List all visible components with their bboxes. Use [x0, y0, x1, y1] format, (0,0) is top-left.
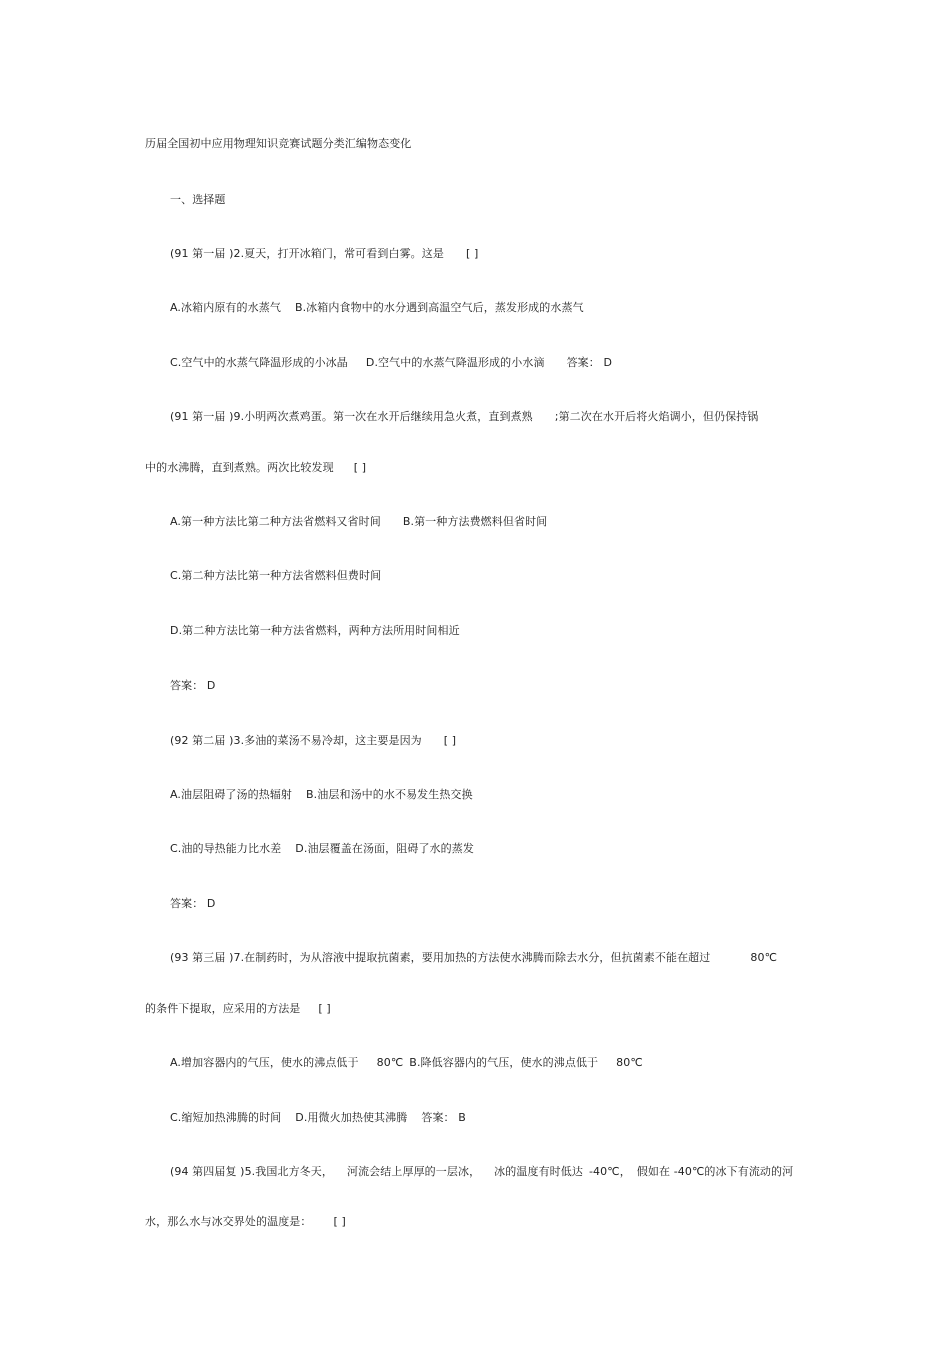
question-1-options-cd	[170, 355, 612, 371]
temperature-value: 80℃	[376, 1056, 404, 1069]
option-b: B.第一种方法费燃料但省时间	[402, 515, 548, 528]
answer-text: 答案： D	[170, 679, 216, 692]
option-d: D.用微火加热使其沸腾	[295, 1111, 408, 1124]
answer-bracket: [ ]	[443, 734, 457, 747]
question-5-text-end: 水，那么水与冰交界处的温度是：	[145, 1215, 312, 1228]
question-3-text: (92 第二届 )3.多油的菜汤不易冷却，这主要是因为	[170, 734, 422, 747]
answer-bracket: [ ]	[353, 461, 367, 474]
option-d: D.油层覆盖在汤面，阻碍了水的蒸发	[295, 842, 474, 855]
question-3	[170, 733, 456, 749]
answer-text: 答案： B	[421, 1111, 466, 1124]
document-title	[145, 136, 411, 152]
question-4-line-2	[145, 1001, 331, 1017]
answer-bracket: [ ]	[318, 1002, 331, 1015]
question-2-option-d	[170, 623, 460, 639]
question-5-text-cont: 冰的温度有时低达	[494, 1165, 583, 1178]
question-2-option-c	[170, 568, 381, 584]
question-1-text: (91 第一届 )2.夏天，打开冰箱门，常可看到白雾。这是	[170, 247, 444, 260]
option-a: A.第一种方法比第二种方法省燃料又省时间	[170, 515, 381, 528]
option-c: C.缩短加热沸腾的时间	[170, 1111, 282, 1124]
option-d: D.空气中的水蒸气降温形成的小水滴	[365, 356, 545, 369]
option-b: B.油层和汤中的水不易发生热交换	[306, 788, 473, 801]
temperature-value: -40℃，	[588, 1165, 631, 1178]
question-3-options-ab	[170, 787, 473, 803]
temperature-value: 80℃	[616, 1056, 643, 1069]
question-2-line-1	[170, 409, 758, 425]
option-c: C.第二种方法比第一种方法省燃料但费时间	[170, 569, 382, 582]
option-c: C.空气中的水蒸气降温形成的小冰晶	[170, 356, 348, 369]
answer-text: 答案： D	[566, 356, 613, 369]
question-4-options-cd	[170, 1110, 466, 1126]
option-a: A.冰箱内原有的水蒸气	[170, 301, 281, 314]
question-4-text-end: 的条件下提取，应采用的方法是	[145, 1002, 301, 1015]
answer-bracket: [ ]	[465, 247, 479, 260]
option-b: B.冰箱内食物中的水分遇到高温空气后，蒸发形成的水蒸气	[294, 301, 584, 314]
option-d: D.第二种方法比第一种方法省燃料，两种方法所用时间相近	[170, 624, 460, 637]
title-text: 历届全国初中应用物理知识竞赛试题分类汇编物态变化	[145, 137, 412, 150]
section-text: 一、选择题	[170, 193, 226, 206]
option-a: A.增加容器内的气压，使水的沸点低于	[170, 1056, 359, 1069]
question-5-line-1	[170, 1164, 793, 1180]
question-1	[170, 246, 478, 262]
question-4-text: (93 第三届 )7.在制药时，为从溶液中提取抗菌素，要用加热的方法使水沸腾而除去水分，但抗菌素不能在超过	[170, 951, 711, 964]
question-2-text-cont: ;第二次在水开后将火焰调小，但仍保持锅	[554, 410, 759, 423]
question-5-text-cont: 河流会结上厚厚的一层冰，	[346, 1165, 481, 1178]
question-5-line-2	[145, 1214, 346, 1230]
question-2-answer	[170, 678, 215, 694]
question-3-options-cd	[170, 841, 474, 857]
question-2-line-2	[145, 460, 366, 476]
temperature-value: 80℃	[750, 951, 778, 964]
question-1-options-ab	[170, 300, 584, 316]
answer-bracket: [ ]	[333, 1215, 346, 1228]
question-5-text: (94 第四届复 )5.我国北方冬天，	[170, 1165, 333, 1178]
section-heading	[170, 192, 226, 208]
question-3-answer	[170, 896, 215, 912]
question-4-line-1	[170, 950, 777, 966]
option-a: A.油层阻碍了汤的热辐射	[170, 788, 293, 801]
option-b: B.降低容器内的气压，使水的沸点低于	[409, 1056, 599, 1069]
question-2-text: (91 第一届 )9.小明两次煮鸡蛋。第一次在水开后继续用急火煮，直到煮熟	[170, 410, 533, 423]
option-c: C.油的导热能力比水差	[170, 842, 282, 855]
question-5-text-cont: 假如在 -40℃的冰下有流动的河	[636, 1165, 794, 1178]
question-2-text-end: 中的水沸腾，直到煮熟。两次比较发现	[145, 461, 334, 474]
answer-text: 答案： D	[170, 897, 216, 910]
question-2-options-ab	[170, 514, 547, 530]
question-4-options-ab	[170, 1055, 643, 1071]
